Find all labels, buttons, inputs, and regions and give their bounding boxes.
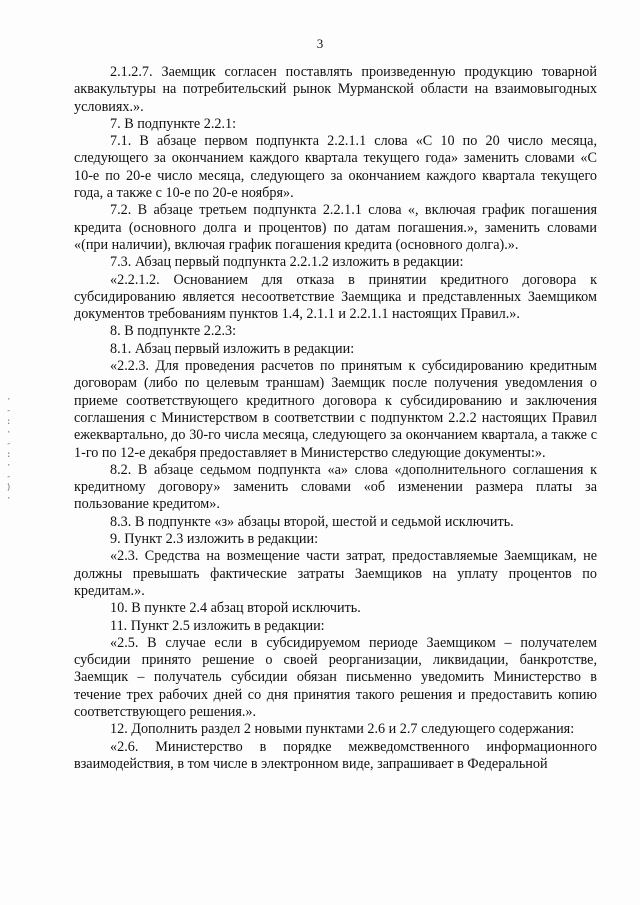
paragraph: «2.2.1.2. Основанием для отказа в принятии кредитного договора к субсидированию является несоответствие Заемщика и представленных Заемщиком документов требованиям пунктов 1.4, 2.1.1 и 2.2.1.1 настоящих Правил.». (74, 271, 597, 323)
paragraph: 7.3. Абзац первый подпункта 2.2.1.2 изложить в редакции: (110, 254, 464, 271)
paragraph: 8.3. В подпункте «з» абзацы второй, шестой и седьмой исключить. (110, 513, 514, 530)
margin-scan-marks: · - : · - : · - ) · (6, 395, 12, 504)
paragraph: 8. В подпункте 2.2.3: (110, 323, 237, 340)
paragraph: 11. Пункт 2.5 изложить в редакции: (110, 617, 325, 634)
paragraph: 2.1.2.7. Заемщик согласен поставлять произведенную продукцию товарной аквакультуры на потребительский рынок Мурманской области на взаимовыгодных условиях.». (74, 64, 597, 115)
paragraph: 7.1. В абзаце первом подпункта 2.2.1.1 слова «С 10 по 20 число месяца, следующего за окончанием каждого квартала текущего года» заменить словами «С 10-е по 20-е число месяца, следующего за окончанием каждого квартала текущего года, а также с 10-е по 20-е ноября». (74, 133, 597, 202)
paragraph: 7. В подпункте 2.2.1: (110, 115, 237, 132)
page-number: 3 (316, 36, 324, 51)
paragraph: «2.3. Средства на возмещение части затрат, предоставляемые Заемщикам, не должны превышать фактические затраты Заемщиков на уплату процентов по кредитам.». (74, 548, 597, 599)
paragraph: 7.2. В абзаце третьем подпункта 2.2.1.1 слова «, включая график погашения кредита (основного долга и процентов) по датам погашения.», заменить словами «(при наличии), включая график погашения кредита (основного долга).». (74, 202, 597, 253)
paragraph: 8.1. Абзац первый изложить в редакции: (110, 340, 355, 357)
paragraph: 9. Пункт 2.3 изложить в редакции: (110, 531, 319, 548)
paragraph: 8.2. В абзаце седьмом подпункта «а» слова «дополнительного соглашения к кредитному договору» заменить словами «об изменении размера платы за пользование кредитом». (74, 461, 597, 513)
paragraph: «2.2.3. Для проведения расчетов по принятым к субсидированию кредитным договорам (либо по целевым траншам) Заемщик после получения уведомления о приеме соответствующего кредитного договора к субсидированию и заключения соглашения с Министерством в соответствии с подпунктом 2.2.2 настоящих Правил ежеквартально, до 30-го числа месяца, следующего за окончанием квартала, а также с 1-го по 12-е декабря предоставляет в Министерство следующие документы:». (74, 358, 597, 461)
paragraph: «2.6. Министерство в порядке межведомственного информационного взаимодействия, в том числе в электронном виде, запрашивает в Федеральной (74, 738, 597, 772)
paragraph: 12. Дополнить раздел 2 новыми пунктами 2.6 и 2.7 следующего содержания: (110, 721, 575, 738)
paragraph: 10. В пункте 2.4 абзац второй исключить. (110, 600, 361, 617)
paragraph: «2.5. В случае если в субсидируемом периоде Заемщиком – получателем субсидии принято решение о своей реорганизации, ликвидации, банкротстве, Заемщик – получатель субсидии обязан письменно уведомить Министерство в течение трех рабочих дней со дня принятия такого решения и предоставить копию соответствующего решения.». (74, 634, 597, 720)
document-body (74, 64, 597, 773)
